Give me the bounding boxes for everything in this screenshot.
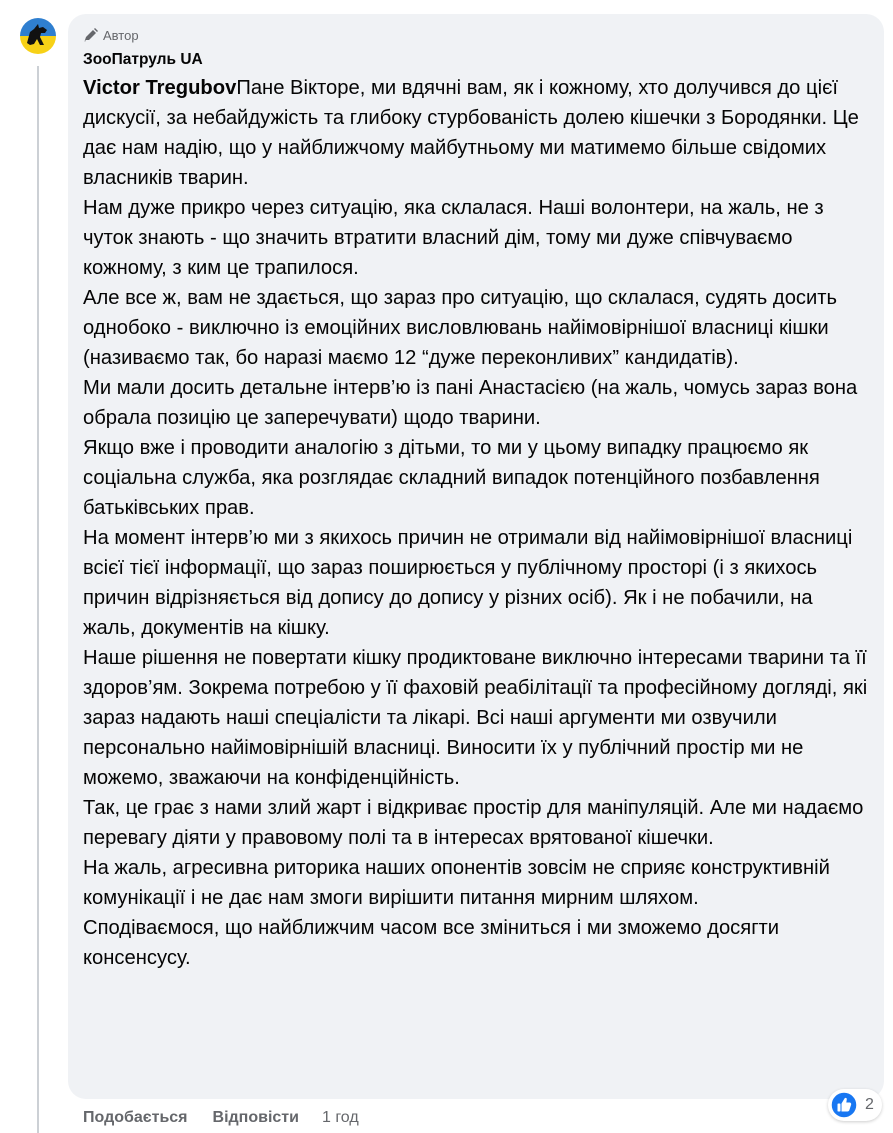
author-badge-label: Автор xyxy=(103,27,139,43)
author-badge xyxy=(83,26,870,44)
pen-icon xyxy=(83,27,99,43)
mention-link[interactable]: Victor Tregubov xyxy=(83,77,237,99)
reactions-summary[interactable] xyxy=(828,1089,882,1121)
comment-paragraph: Якщо вже і проводити аналогію з дітьми, то ми у цьому випадку працюємо як соціальна служба, яка розглядає складний випадок потенційного позбавлення батьківських прав. xyxy=(83,437,820,519)
comment-paragraph: Ми мали досить детальне інтерв’ю із пані Анастасією (на жаль, чомусь зараз вона обрала позицію це заперечувати) щодо тварини. xyxy=(83,377,858,429)
comment-bubble xyxy=(68,14,884,1099)
comment-paragraph: Але все ж, вам не здається, що зараз про ситуацію, що склалася, судять досить однобоко - виключно із емоційних висловлювань найімовірнішої власниці кішки (називаємо так, бо наразі маємо 12 “дуже переконливих” кандидатів). xyxy=(83,287,838,369)
comment-paragraph: На жаль, агресивна риторика наших опонентів зовсім не сприяє конструктивній комунікації і не дає нам змоги вирішити питання мирним шляхом. xyxy=(83,857,830,909)
comment-paragraph: На момент інтерв’ю ми з якихось причин не отримали від найімовірнішої власниці всієї тієї інформації, що зараз поширюється у публічному просторі (і з якихось причин відрізняється від допису до допису у різних осіб). Як і не побачили, на жаль, документів на кішку. xyxy=(83,527,853,639)
comment-actions xyxy=(83,1106,359,1130)
like-icon xyxy=(830,1091,858,1119)
comment-paragraph: Сподіваємося, що найближчим часом все зміниться і ми зможемо досягти консенсусу. xyxy=(83,917,780,969)
avatar[interactable] xyxy=(20,18,56,54)
avatar-logo-icon xyxy=(20,18,56,54)
comment-timestamp[interactable]: 1 год xyxy=(321,1109,359,1126)
comment-paragraph: Victor TregubovПане Вікторе, ми вдячні вам, як і кожному, хто долучився до цієї дискусії, за небайдужість та глибоку стурбованість долею кішечки з Бородянки. Це дає нам надію, що у найближчому майбутньому ми матимемо більше свідомих власників тварин. xyxy=(83,77,859,189)
reaction-count: 2 xyxy=(865,1096,874,1113)
comment-author-name[interactable]: ЗооПатруль UA xyxy=(83,51,203,68)
comment-paragraph: Наше рішення не повертати кішку продиктоване виключно інтересами тварини та її здоров’ям. Зокрема потребою у її фаховій реабілітації та професійному догляді, які зараз надають наші спеціалісти та лікарі. Всі наші аргументи ми озвучили персонально найімовірнішій власниці. Виносити їх у публічний простір ми не можемо, зважаючи на конфіденційність. xyxy=(83,647,868,789)
thread-line xyxy=(37,66,39,1133)
comment-body xyxy=(83,73,870,973)
like-button[interactable]: Подобається xyxy=(83,1109,188,1126)
comment-paragraph: Так, це грає з нами злий жарт і відкриває простір для маніпуляцій. Але ми надаємо перевагу діяти у правовому полі та в інтересах врятованої кішечки. xyxy=(83,797,864,849)
reply-button[interactable]: Відповісти xyxy=(212,1109,299,1126)
comment-paragraph: Нам дуже прикро через ситуацію, яка склалася. Наші волонтери, на жаль, не з чуток знають - що значить втратити власний дім, тому ми дуже співчуваємо кожному, з ким це трапилося. xyxy=(83,197,824,279)
